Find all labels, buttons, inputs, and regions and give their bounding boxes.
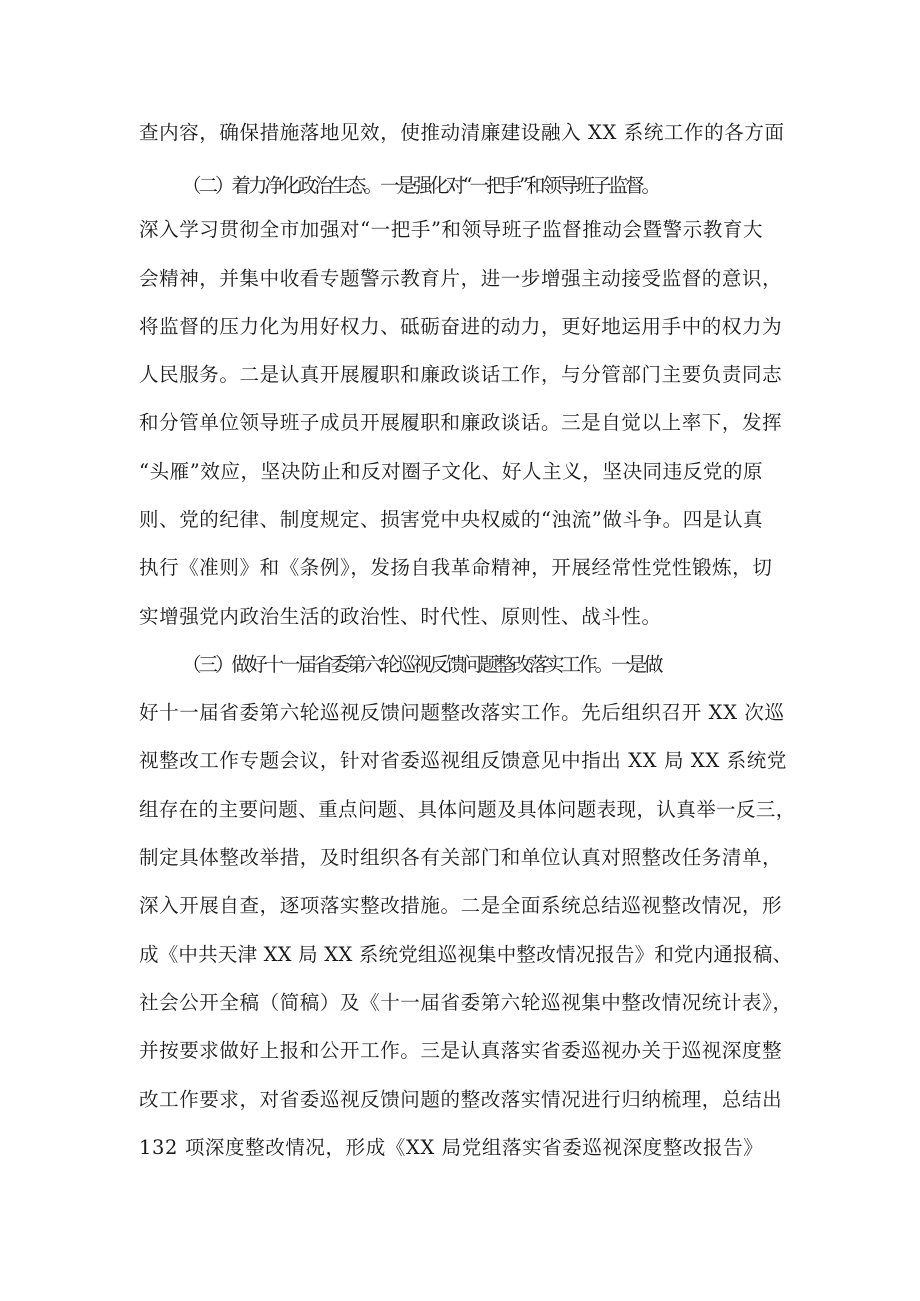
text-line: 实增强党内政治生活的政治性、时代性、原则性、战斗性。 <box>139 605 662 628</box>
text-line: 人民服务。二是认真开展履职和廉政谈话工作，与分管部门主要负责同志 <box>139 363 783 386</box>
text-line: 深入学习贯彻全市加强对“一把手”和领导班子监督推动会暨警示教育大 <box>139 218 764 241</box>
text-line: 并按要求做好上报和公开工作。三是认真落实省委巡视办关于巡视深度整 <box>139 1039 783 1062</box>
text-line: 组存在的主要问题、重点问题、具体问题及具体问题表现，认真举一反三， <box>139 798 796 821</box>
text-line: 则、党的纪律、制度规定、损害党中央权威的“浊流”做斗争。四是认真 <box>139 508 764 531</box>
text-line: 深入开展自查，逐项落实整改措施。二是全面系统总结巡视整改情况，形 <box>139 894 783 917</box>
text-line: “头雁”效应，坚决防止和反对圈子文化、好人主义，坚决同违反党的原 <box>139 460 764 483</box>
text-line: 执行《准则》和《条例》，发扬自我革命精神，开展经常性党性锻炼，切 <box>139 556 773 579</box>
text-line: 查内容，确保措施落地见效，使推动清廉建设融入 XX 系统工作的各方面 <box>139 121 785 144</box>
paragraph-heading-line: （二）着力净化政治生态。一是强化对“一把手”和领导班子监督。 <box>182 174 658 197</box>
text-line: 成《中共天津 XX 局 XX 系统党组巡视集中整改情况报告》和党内通报稿、 <box>139 943 793 966</box>
text-line: 视整改工作专题会议，针对省委巡视组反馈意见中指出 XX 局 XX 系统党 <box>139 749 787 772</box>
text-line: 132 项深度整改情况，形成《XX 局党组落实省委巡视深度整改报告》 <box>139 1136 764 1159</box>
paragraph-heading-line: （三）做好十一届省委第六轮巡视反馈问题整改落实工作。一是做 <box>182 653 661 676</box>
text-line: 社会公开全稿（简稿）及《十一届省委第六轮巡视集中整改情况统计表》， <box>139 991 793 1014</box>
text-line: 制定具体整改举措，及时组织各有关部门和单位认真对照整改任务清单， <box>139 846 783 869</box>
text-line: 改工作要求，对省委巡视反馈问题的整改落实情况进行归纳梳理，总结出 <box>139 1088 783 1111</box>
text-line: 会精神，并集中收看专题警示教育片，进一步增强主动接受监督的意识， <box>139 267 783 290</box>
text-line: 好十一届省委第六轮巡视反馈问题整改落实工作。先后组织召开 XX 次巡 <box>139 701 785 724</box>
text-line: 将监督的压力化为用好权力、砥砺奋进的动力，更好地运用手中的权力为 <box>139 315 783 338</box>
text-line: 和分管单位领导班子成员开展履职和廉政谈话。三是自觉以上率下，发挥 <box>139 411 783 434</box>
